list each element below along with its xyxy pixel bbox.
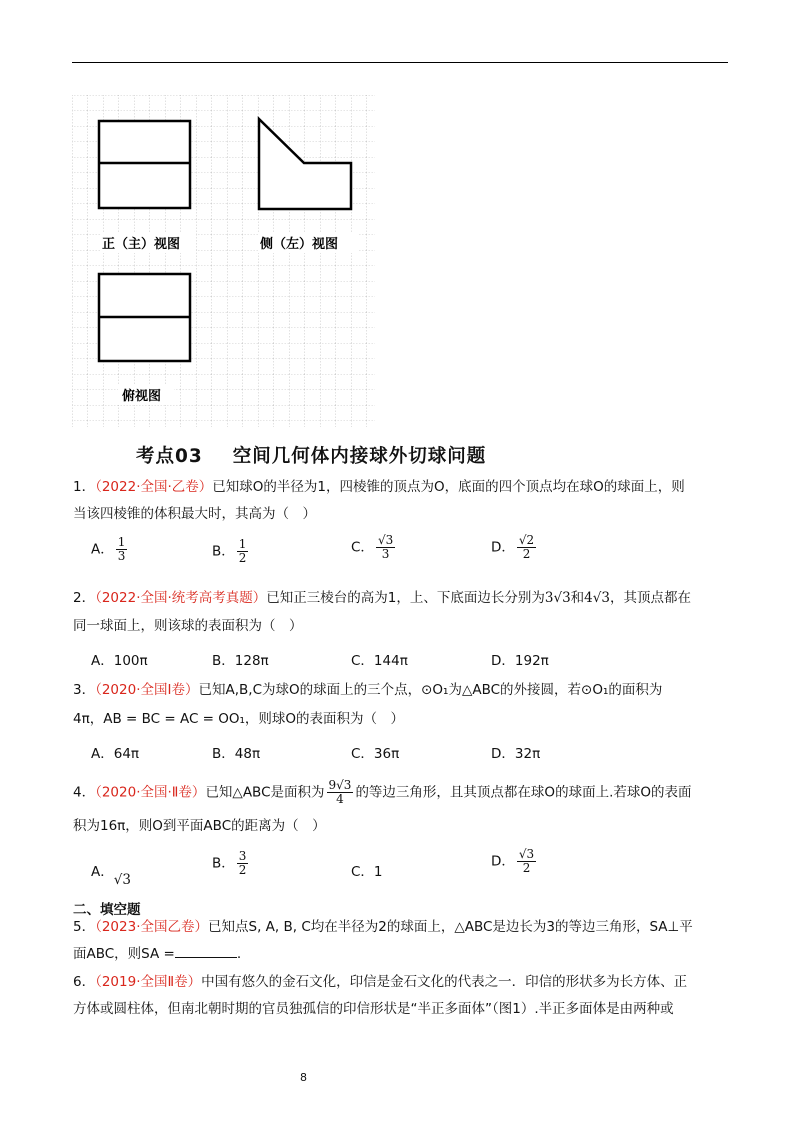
q4-option-d-value xyxy=(517,848,536,875)
q2-value2: 4√3 xyxy=(584,590,610,606)
q1-option-a-value xyxy=(116,536,128,563)
q1-a-den: 3 xyxy=(117,549,126,563)
q1-d-num: √2 xyxy=(518,533,535,547)
front-view xyxy=(99,121,190,208)
q4-option-a xyxy=(91,860,131,888)
fill-blank-heading: 二、填空题 xyxy=(73,902,141,918)
q1-b-den: 2 xyxy=(238,551,247,565)
q3-text1: 已知A,B,C为球O的球面上的三个点，⊙O₁为△ABC的外接圆，若⊙O₁的面积为 xyxy=(198,682,663,698)
q4-option-d-label: D． xyxy=(491,853,515,870)
q5-line1 xyxy=(73,917,693,937)
q1-option-b-label: B． xyxy=(212,543,235,560)
page-number: 8 xyxy=(300,1071,307,1084)
q4-line2: 积为16π，则O到平面ABC的距离为（ ） xyxy=(73,818,326,834)
q1-option-d xyxy=(491,534,538,561)
q5-answer-blank[interactable] xyxy=(175,945,237,958)
q4-option-a-value: √3 xyxy=(113,872,131,888)
q1-option-a-label: A． xyxy=(91,541,114,558)
q2-number: 2． xyxy=(73,590,96,606)
q5-period: . xyxy=(236,946,242,962)
q2-option-d: D．192π xyxy=(491,653,549,669)
q1-source: （2022·全国·乙卷） xyxy=(95,479,213,495)
q1-a-num: 1 xyxy=(117,535,126,549)
q4-text1b: 的等边三角形，且其顶点都在球O的球面上.若球O的表面 xyxy=(355,784,692,801)
q6-source: （2019·全国Ⅱ卷） xyxy=(95,974,202,990)
q1-line2: 当该四棱锥的体积最大时，其高为（ ） xyxy=(73,506,316,522)
q3-option-d: D．32π xyxy=(491,746,541,762)
q4-option-b xyxy=(212,850,250,877)
q1-b-num: 1 xyxy=(238,537,247,551)
q1-option-d-label: D． xyxy=(491,539,515,556)
q5-line2 xyxy=(73,944,241,964)
q2-value1: 3√3 xyxy=(544,590,571,606)
q2-mid: 和 xyxy=(570,590,585,606)
section-title-prefix: 考点03 xyxy=(136,446,203,467)
q6-text1: 中国有悠久的金石文化，印信是金石文化的代表之一．印信的形状多为长方体、正 xyxy=(201,974,688,990)
three-view-figure xyxy=(72,95,382,430)
q4-source: （2020·全国·Ⅱ卷） xyxy=(95,784,206,801)
q3-option-c: C．36π xyxy=(351,746,400,762)
q6-number: 6． xyxy=(73,974,96,990)
q3-option-b: B．48π xyxy=(212,746,261,762)
q1-option-d-value xyxy=(517,534,536,561)
q2-source: （2022·全国·统考高考真题） xyxy=(95,590,267,606)
q1-option-c xyxy=(351,534,397,561)
q4-option-a-label: A． xyxy=(91,864,114,880)
q4-number: 4． xyxy=(73,784,96,801)
q4-line1 xyxy=(73,779,691,806)
q4-b-num: 3 xyxy=(238,849,247,863)
section-title-text: 空间几何体内接球外切球问题 xyxy=(232,446,487,467)
q2-text1a: 已知正三棱台的高为1，上、下底面边长分别为 xyxy=(266,590,545,606)
q1-c-num: √3 xyxy=(377,533,394,547)
q2-line1 xyxy=(73,588,691,608)
q1-text1: 已知球O的半径为1，四棱锥的顶点为O，底面的四个顶点均在球O的球面上，则 xyxy=(212,479,685,495)
q3-line2: 4π，AB = BC = AC = OO₁，则球O的表面积为（ ） xyxy=(73,711,405,727)
q1-c-den: 3 xyxy=(381,547,390,561)
q1-option-c-label: C． xyxy=(351,539,374,556)
q5-source: （2023·全国乙卷） xyxy=(95,919,208,935)
q4-option-c: C．1 xyxy=(351,864,383,880)
side-view-label: 侧（左）视图 xyxy=(260,237,339,252)
top-view xyxy=(99,274,190,361)
q4-d-den: 2 xyxy=(522,861,531,875)
q1-option-b xyxy=(212,538,250,565)
q1-line1 xyxy=(73,477,685,497)
header-rule xyxy=(72,62,728,63)
q4-option-d xyxy=(491,848,538,875)
q5-text1: 已知点S, A, B, C均在半径为2的球面上，△ABC是边长为3的等边三角形，SA⊥平 xyxy=(208,919,693,935)
q1-number: 1． xyxy=(73,479,96,495)
q4-option-b-label: B． xyxy=(212,855,235,872)
q6-line1 xyxy=(73,972,687,992)
q5-number: 5． xyxy=(73,919,96,935)
section-title xyxy=(136,442,486,468)
q4-area-den: 4 xyxy=(336,792,344,806)
q2-line2: 同一球面上，则该球的表面积为（ ） xyxy=(73,618,303,634)
q2-option-b: B．128π xyxy=(212,653,269,669)
q3-number: 3． xyxy=(73,682,96,698)
q4-d-num: √3 xyxy=(518,847,535,861)
q6-line2: 方体或圆柱体，但南北朝时期的官员独孤信的印信形状是“半正多面体”（图1）.半正多面体是由两种或 xyxy=(73,1001,674,1017)
q1-option-a xyxy=(91,536,129,563)
q1-d-den: 2 xyxy=(522,547,531,561)
front-view-label: 正（主）视图 xyxy=(102,237,181,252)
q2-option-c: C．144π xyxy=(351,653,408,669)
q3-source: （2020·全国Ⅰ卷） xyxy=(95,682,199,698)
q4-area-num: 9√3 xyxy=(328,778,352,792)
q4-area-value xyxy=(327,779,354,806)
q4-option-b-value xyxy=(237,850,249,877)
q3-option-a: A．64π xyxy=(91,746,140,762)
top-view-label: 俯视图 xyxy=(122,389,162,404)
q1-option-c-value xyxy=(376,534,395,561)
q4-text1a: 已知△ABC是面积为 xyxy=(205,784,325,801)
q2-text1b: ，其顶点都在 xyxy=(609,590,691,606)
q4-b-den: 2 xyxy=(238,863,247,877)
q2-option-a: A．100π xyxy=(91,653,148,669)
q3-line1 xyxy=(73,680,662,700)
q1-option-b-value xyxy=(237,538,249,565)
q5-text2: 面ABC，则SA = xyxy=(73,946,175,962)
